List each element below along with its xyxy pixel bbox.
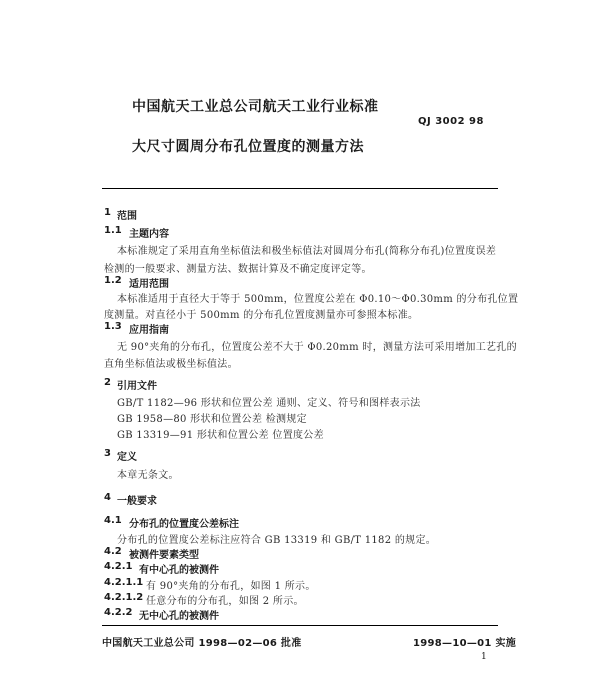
section-title: 适用范围 [129,279,169,290]
organization-heading: 中国航天工业总公司航天工业行业标准 [132,99,379,115]
section-title: 有中心孔的被测件 [139,565,219,576]
page-number: 1 [481,652,487,662]
section-number: 4.2.1.1 [104,577,144,588]
body-text: 直角坐标值法或极坐标值法。 [104,359,238,370]
section-title: 一般要求 [117,496,157,507]
body-text: 度测量。对直径小于 500mm 的分布孔位置度测量亦可参照本标准。 [104,310,419,321]
section-number: 1.2 [104,275,122,286]
reference-item: GB 1958—80 形状和位置公差 检测规定 [117,414,307,425]
section-number: 1.1 [104,225,122,236]
section-number: 1.3 [104,321,122,332]
section-number: 1 [104,207,111,218]
approval-date: 中国航天工业总公司 1998—02—06 批准 [102,638,302,649]
section-title: 引用文件 [117,381,157,392]
body-text: 有 90°夹角的分布孔，如图 1 所示。 [146,581,316,592]
body-text: 本标准适用于直径大于等于 500mm，位置度公差在 Φ0.10～Φ0.30mm 的分布孔位置 [117,294,519,305]
body-text: 无 90°夹角的分布孔，位置度公差不大于 Φ0.20mm 时，测量方法可采用增加工艺孔的 [117,342,517,353]
section-title: 被测件要素类型 [129,550,199,561]
section-number: 4.2 [104,546,122,557]
section-number: 4.2.2 [104,607,133,618]
section-number: 4.2.1 [104,561,133,572]
reference-item: GB/T 1182—96 形状和位置公差 通则、定义、符号和图样表示法 [117,398,421,409]
document-title: 大尺寸圆周分布孔位置度的测量方法 [132,139,364,155]
section-title: 应用指南 [129,325,169,336]
standard-code: QJ 3002 98 [418,116,484,127]
section-title: 主题内容 [129,229,169,240]
body-text: 检测的一般要求、测量方法、数据计算及不确定度评定等。 [104,264,372,275]
section-title: 定义 [117,452,137,463]
section-number: 4.2.1.2 [104,592,144,603]
body-text: 分布孔的位置度公差标注应符合 GB 13319 和 GB/T 1182 的规定。 [117,535,437,546]
body-text: 任意分布的分布孔，如图 2 所示。 [146,596,304,607]
section-title: 无中心孔的被测件 [139,611,219,622]
section-number: 3 [104,448,111,459]
section-title: 范围 [117,211,137,222]
header-rule [102,188,498,189]
section-number: 4 [104,492,111,503]
section-number: 4.1 [104,515,122,526]
section-number: 2 [104,377,111,388]
section-title: 分布孔的位置度公差标注 [129,519,239,530]
footer-rule [102,625,498,626]
reference-item: GB 13319—91 形状和位置公差 位置度公差 [117,430,324,441]
body-text: 本标准规定了采用直角坐标值法和极坐标值法对圆周分布孔(简称分布孔)位置度误差 [117,246,497,257]
body-text: 本章无条文。 [117,470,179,481]
implementation-date: 1998—10—01 实施 [413,638,517,649]
